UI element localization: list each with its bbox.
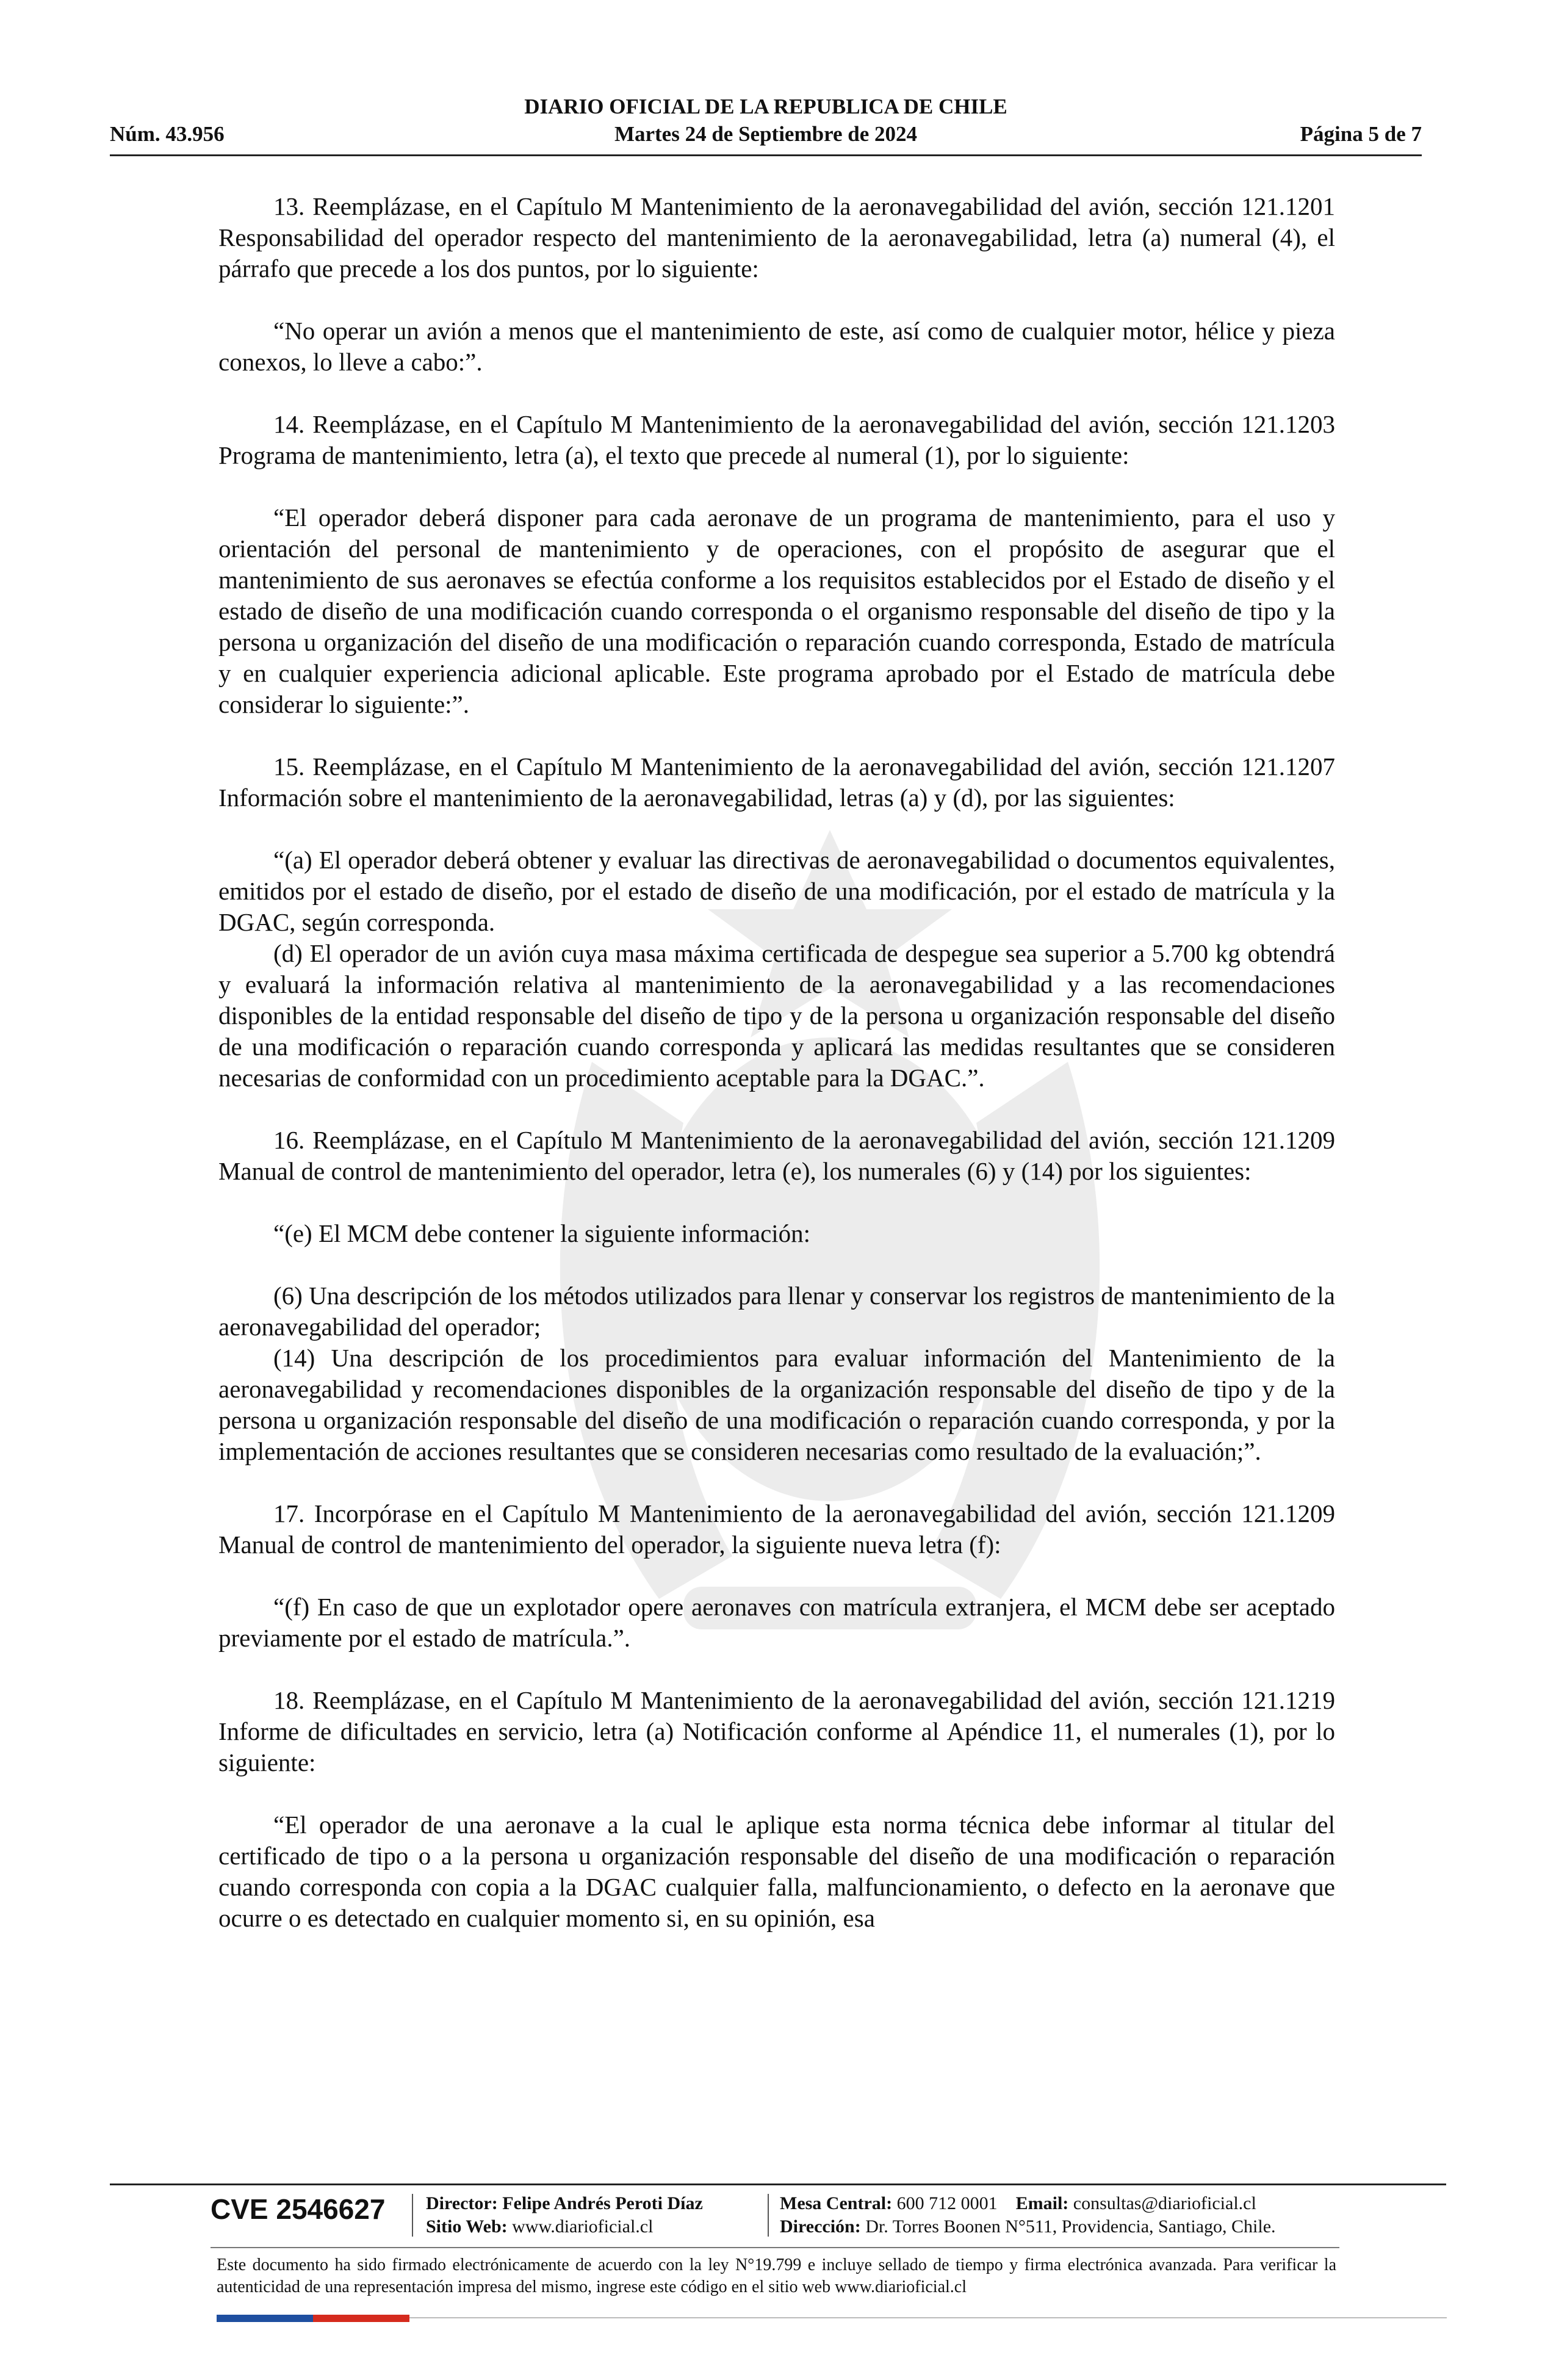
website-link[interactable]: www.diarioficial.cl (512, 2216, 654, 2237)
paragraph-14: 14. Reemplázase, en el Capítulo M Mantenimiento de la aeronavegabilidad del avión, sección 121.1203 Programa de mantenimiento, letra (a), el texto que precede al numeral (1), por lo siguiente: (218, 410, 1335, 469)
issue-number: Núm. 43.956 (110, 122, 225, 146)
email-label: Email: (1015, 2193, 1069, 2213)
footer-contact-block (780, 2192, 1276, 2238)
footer-separator (412, 2194, 413, 2237)
email-link[interactable]: consultas@diarioficial.cl (1073, 2193, 1256, 2213)
quote-16-6: (6) Una descripción de los métodos utilizados para llenar y conservar los registros de mantenimiento de la aeronavegabilidad del operador; (218, 1282, 1335, 1341)
paragraph-16: 16. Reemplázase, en el Capítulo M Mantenimiento de la aeronavegabilidad del avión, sección 121.1209 Manual de control de mantenimiento del operador, letra (e), los numerales (6) y (14) por los siguientes: (218, 1126, 1335, 1185)
phone-label: Mesa Central: (780, 2193, 893, 2213)
footer-director-block (426, 2192, 703, 2238)
phone-number: 600 712 0001 (896, 2193, 998, 2213)
cve-code: CVE 2546627 (211, 2193, 386, 2225)
header-divider (110, 154, 1422, 156)
quote-15-a: “(a) El operador deberá obtener y evaluar las directivas de aeronavegabilidad o documentos equivalentes, emitidos por el estado de diseño, por el estado de diseño de una modificación, por el estado de matrícula y la DGAC, según corresponda. (218, 846, 1335, 936)
quote-16-e: “(e) El MCM debe contener la siguiente información: (273, 1219, 811, 1247)
address-text: Dr. Torres Boonen N°511, Providencia, Santiago, Chile. (865, 2216, 1276, 2237)
page-number: Página 5 de 7 (1300, 122, 1422, 146)
publication-title: DIARIO OFICIAL DE LA REPUBLICA DE CHILE (524, 95, 1007, 118)
address-label: Dirección: (780, 2216, 861, 2237)
paragraph-17: 17. Incorpórase en el Capítulo M Mantenimiento de la aeronavegabilidad del avión, sección 121.1209 Manual de control de mantenimiento del operador, la siguiente nueva letra (f): (218, 1499, 1335, 1559)
quote-14: “El operador deberá disponer para cada aeronave de un programa de mantenimiento, para el uso y orientación del personal de mantenimiento y de operaciones, con el propósito de asegurar que el mantenimiento de sus aeronaves se efectúa conforme a los requisitos establecidos por el Estado de diseño y el estado de diseño de una modificación cuando corresponda o el organismo responsable del diseño de tipo y la persona u organización del diseño de una modificación o reparación cuando corresponda, Estado de matrícula y en cualquier experiencia adicional aplicable. Este programa aprobado por el Estado de matrícula debe considerar lo siguiente:”. (218, 503, 1335, 718)
quote-17: “(f) En caso de que un explotador opere aeronaves con matrícula extranjera, el MCM debe ser aceptado previamente por el estado de matrícula.”. (218, 1593, 1335, 1652)
document-body (218, 191, 1335, 1934)
paragraph-13: 13. Reemplázase, en el Capítulo M Mantenimiento de la aeronavegabilidad del avión, sección 121.1201 Responsabilidad del operador respecto del mantenimiento de la aeronavegabilidad, letra (a) numeral (4), el párrafo que precede a los dos puntos, por lo siguiente: (218, 192, 1335, 283)
quote-15-d: (d) El operador de un avión cuya masa máxima certificada de despegue sea superior a 5.700 kg obtendrá y evaluará la información relativa al mantenimiento de la aeronavegabilidad y a las recomendaciones disponibles de la entidad responsable del diseño de tipo y de la persona u organización responsable del diseño de una modificación o reparación cuando corresponda y aplicará las medidas resultantes que se consideren necesarias de conformidad con un procedimiento aceptable para la DGAC.”. (218, 939, 1335, 1092)
director-name: Felipe Andrés Peroti Díaz (502, 2193, 703, 2213)
quote-16-14: (14) Una descripción de los procedimientos para evaluar información del Mantenimiento de la aeronavegabilidad y recomendaciones disponibles de la organización responsable del diseño de tipo y de la persona u organización responsable del diseño de una modificación o reparación cuando corresponda, y por la implementación de acciones resultantes que se consideren necesarias como resultado de la evaluación;”. (218, 1344, 1335, 1465)
footer-separator (768, 2194, 769, 2237)
paragraph-18: 18. Reemplázase, en el Capítulo M Mantenimiento de la aeronavegabilidad del avión, sección 121.1219 Informe de dificultades en servicio, letra (a) Notificación conforme al Apéndice 11, el numerales (1), por lo siguiente: (218, 1686, 1335, 1776)
publication-date: Martes 24 de Septiembre de 2024 (614, 122, 918, 146)
quote-18: “El operador de una aeronave a la cual le aplique esta norma técnica debe informar al titular del certificado de tipo o a la persona u organización responsable del diseño de una modificación o reparación cuando corresponda con copia a la DGAC cualquier falla, malfuncionamiento, o defecto en la aeronave que ocurre o es detectado en cualquier momento si, en su opinión, esa (218, 1811, 1335, 1932)
website-label: Sitio Web: (426, 2216, 508, 2237)
flag-bar-blue (217, 2315, 313, 2322)
footer-divider-secondary (211, 2247, 1339, 2248)
legal-notice: Este documento ha sido firmado electrónicamente de acuerdo con la ley N°19.799 e incluye sellado de tiempo y firma electrónica avanzada. Para verificar la autenticidad de una representación impresa del mismo, ingrese este código en el sitio web www.diarioficial.cl (217, 2256, 1336, 2296)
footer-divider (110, 2183, 1446, 2185)
flag-bar-line (409, 2317, 1447, 2318)
flag-bar-red (313, 2315, 409, 2322)
page-header (110, 95, 1422, 157)
quote-13: “No operar un avión a menos que el mantenimiento de este, así como de cualquier motor, hélice y pieza conexos, lo lleve a cabo:”. (218, 317, 1335, 376)
paragraph-15: 15. Reemplázase, en el Capítulo M Mantenimiento de la aeronavegabilidad del avión, sección 121.1207 Información sobre el mantenimiento de la aeronavegabilidad, letras (a) y (d), por las siguientes: (218, 752, 1335, 812)
director-label: Director: (426, 2193, 498, 2213)
